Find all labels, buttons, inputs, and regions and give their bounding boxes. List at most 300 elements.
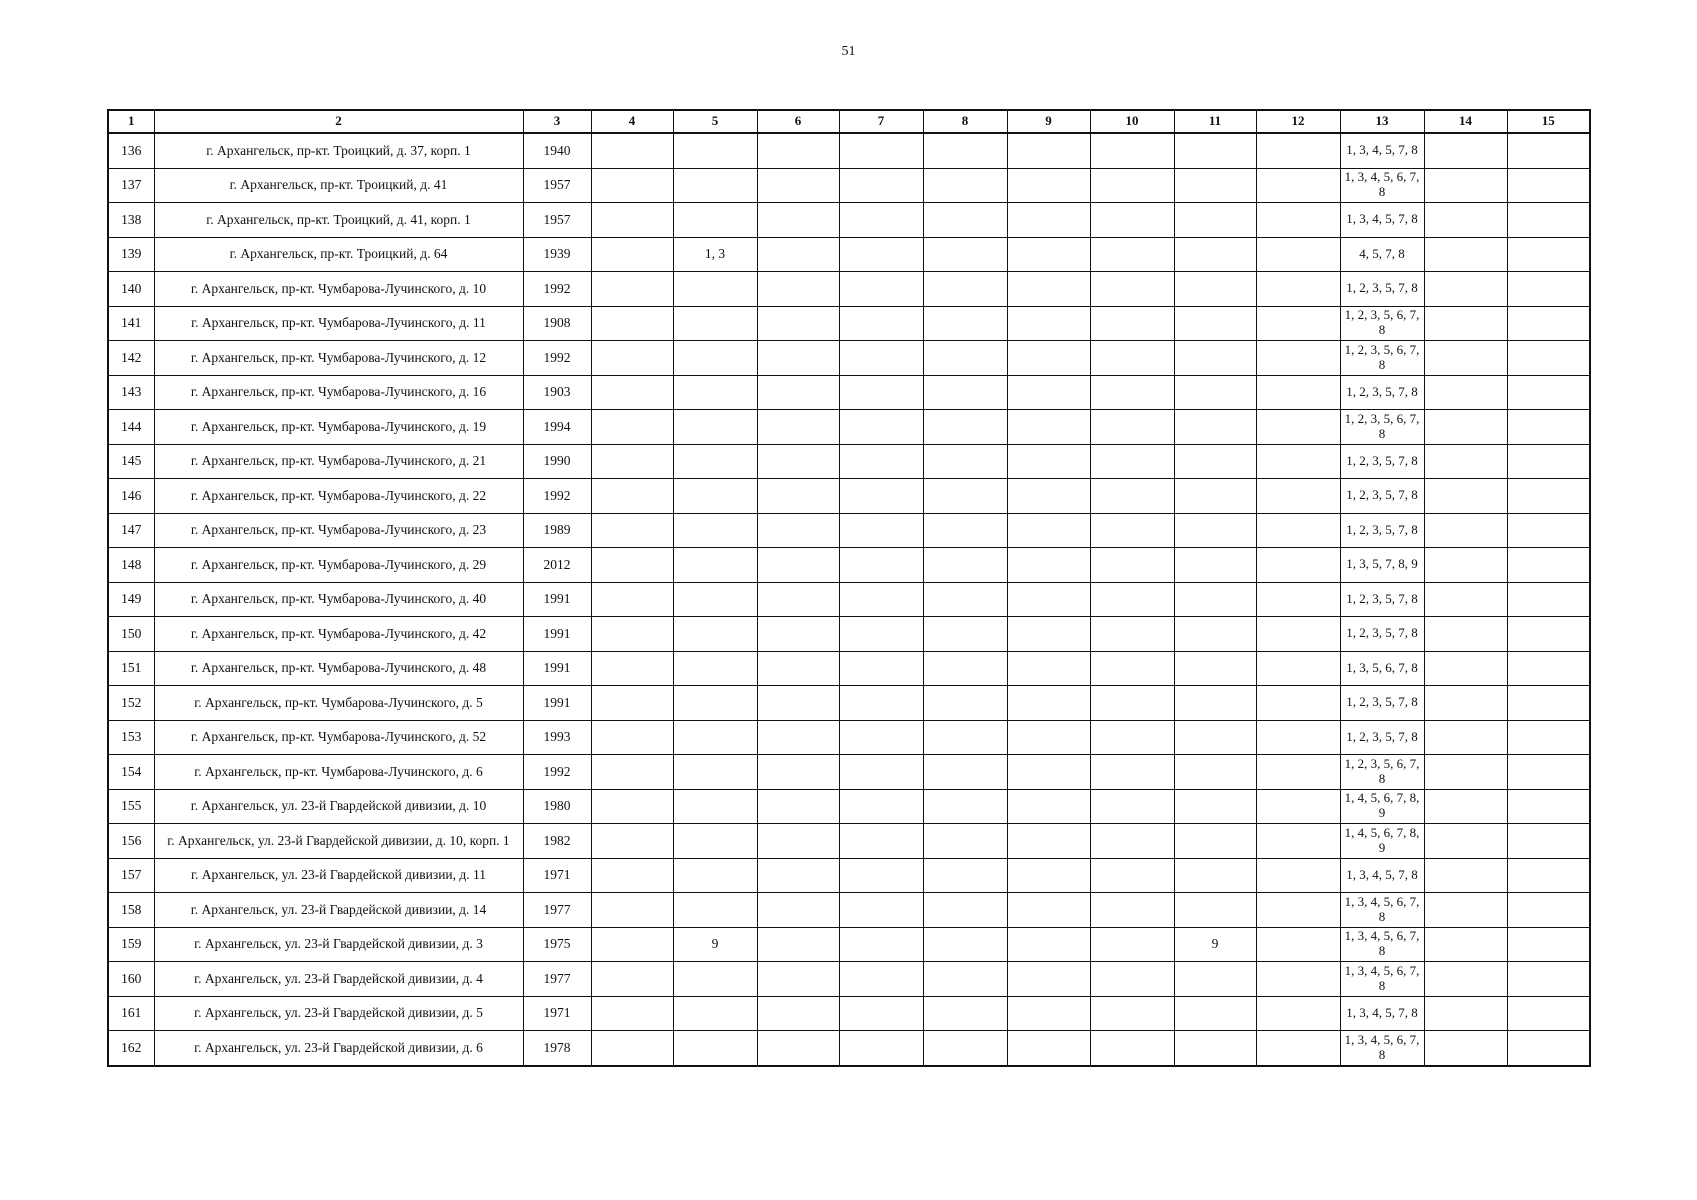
- table-cell-col-11: [1174, 203, 1256, 238]
- year-cell: 1903: [523, 375, 591, 410]
- table-cell-col-15: [1507, 824, 1590, 859]
- table-cell-col-4: [591, 617, 673, 652]
- table-cell-col-8: [923, 272, 1007, 307]
- table-cell-col-10: [1090, 824, 1174, 859]
- row-number-cell: 146: [108, 479, 154, 514]
- column-header-15: 15: [1507, 110, 1590, 133]
- table-cell-col-9: [1007, 375, 1090, 410]
- row-number-cell: 162: [108, 1031, 154, 1066]
- table-cell-col-11: [1174, 133, 1256, 168]
- table-cell-col-4: [591, 272, 673, 307]
- table-cell-col-6: [757, 720, 839, 755]
- table-cell-col-12: [1256, 1031, 1340, 1066]
- table-row: [108, 617, 1590, 652]
- table-cell-col-12: [1256, 755, 1340, 790]
- table-cell-col-12: [1256, 824, 1340, 859]
- row-number-cell: 144: [108, 410, 154, 445]
- table-cell-col-10: [1090, 927, 1174, 962]
- table-cell-col-4: [591, 237, 673, 272]
- row-number-cell: 152: [108, 686, 154, 721]
- table-cell-col-11: 9: [1174, 927, 1256, 962]
- table-cell-col-15: [1507, 410, 1590, 445]
- column-header-12: 12: [1256, 110, 1340, 133]
- codes-cell: 1, 2, 3, 5, 6, 7, 8: [1340, 341, 1424, 376]
- table-row: [108, 341, 1590, 376]
- table-cell-col-9: [1007, 720, 1090, 755]
- table-cell-col-14: [1424, 548, 1507, 583]
- table-cell-col-9: [1007, 996, 1090, 1031]
- table-row: [108, 893, 1590, 928]
- table-cell-col-4: [591, 927, 673, 962]
- row-number-cell: 158: [108, 893, 154, 928]
- table-cell-col-5: [673, 168, 757, 203]
- table-cell-col-15: [1507, 686, 1590, 721]
- table-cell-col-10: [1090, 341, 1174, 376]
- table-cell-col-14: [1424, 996, 1507, 1031]
- table-cell-col-5: [673, 272, 757, 307]
- table-cell-col-11: [1174, 479, 1256, 514]
- table-cell-col-5: [673, 755, 757, 790]
- codes-cell: 1, 2, 3, 5, 7, 8: [1340, 272, 1424, 307]
- row-number-cell: 138: [108, 203, 154, 238]
- table-cell-col-8: [923, 1031, 1007, 1066]
- address-cell: г. Архангельск, пр-кт. Чумбарова-Лучинского, д. 16: [154, 375, 523, 410]
- address-cell: г. Архангельск, пр-кт. Чумбарова-Лучинского, д. 42: [154, 617, 523, 652]
- table-row: [108, 513, 1590, 548]
- table-cell-col-14: [1424, 582, 1507, 617]
- table-cell-col-12: [1256, 651, 1340, 686]
- codes-cell: 1, 4, 5, 6, 7, 8, 9: [1340, 789, 1424, 824]
- table-cell-col-4: [591, 548, 673, 583]
- table-cell-col-6: [757, 375, 839, 410]
- table-cell-col-12: [1256, 513, 1340, 548]
- codes-cell: 1, 2, 3, 5, 6, 7, 8: [1340, 306, 1424, 341]
- table-cell-col-8: [923, 203, 1007, 238]
- year-cell: 1957: [523, 168, 591, 203]
- table-row: [108, 168, 1590, 203]
- year-cell: 1957: [523, 203, 591, 238]
- codes-cell: 1, 2, 3, 5, 7, 8: [1340, 617, 1424, 652]
- row-number-cell: 160: [108, 962, 154, 997]
- year-cell: 1939: [523, 237, 591, 272]
- address-cell: г. Архангельск, ул. 23-й Гвардейской дивизии, д. 10: [154, 789, 523, 824]
- address-cell: г. Архангельск, пр-кт. Чумбарова-Лучинского, д. 23: [154, 513, 523, 548]
- table-cell-col-4: [591, 341, 673, 376]
- table-cell-col-14: [1424, 617, 1507, 652]
- table-cell-col-4: [591, 375, 673, 410]
- table-cell-col-10: [1090, 375, 1174, 410]
- table-cell-col-14: [1424, 375, 1507, 410]
- table-row: [108, 444, 1590, 479]
- column-header-1: 1: [108, 110, 154, 133]
- table-cell-col-10: [1090, 1031, 1174, 1066]
- table-row: [108, 651, 1590, 686]
- table-cell-col-9: [1007, 755, 1090, 790]
- table-cell-col-7: [839, 341, 923, 376]
- table-cell-col-15: [1507, 755, 1590, 790]
- table-cell-col-10: [1090, 996, 1174, 1031]
- year-cell: 1982: [523, 824, 591, 859]
- address-cell: г. Архангельск, пр-кт. Чумбарова-Лучинского, д. 10: [154, 272, 523, 307]
- table-cell-col-8: [923, 582, 1007, 617]
- codes-cell: 1, 3, 5, 7, 8, 9: [1340, 548, 1424, 583]
- table-cell-col-7: [839, 617, 923, 652]
- table-row: [108, 133, 1590, 168]
- table-row: [108, 272, 1590, 307]
- year-cell: 1992: [523, 341, 591, 376]
- table-cell-col-14: [1424, 444, 1507, 479]
- table-cell-col-7: [839, 548, 923, 583]
- table-cell-col-15: [1507, 133, 1590, 168]
- row-number-cell: 140: [108, 272, 154, 307]
- table-cell-col-10: [1090, 582, 1174, 617]
- table-cell-col-9: [1007, 686, 1090, 721]
- table-cell-col-6: [757, 996, 839, 1031]
- table-cell-col-4: [591, 203, 673, 238]
- table-cell-col-6: [757, 444, 839, 479]
- table-cell-col-15: [1507, 893, 1590, 928]
- table-cell-col-11: [1174, 996, 1256, 1031]
- address-cell: г. Архангельск, ул. 23-й Гвардейской дивизии, д. 3: [154, 927, 523, 962]
- table-cell-col-8: [923, 341, 1007, 376]
- table-cell-col-10: [1090, 133, 1174, 168]
- table-cell-col-14: [1424, 755, 1507, 790]
- codes-cell: 1, 2, 3, 5, 7, 8: [1340, 375, 1424, 410]
- table-cell-col-5: [673, 410, 757, 445]
- table-cell-col-12: [1256, 617, 1340, 652]
- table-cell-col-8: [923, 686, 1007, 721]
- codes-cell: 1, 3, 4, 5, 6, 7, 8: [1340, 962, 1424, 997]
- table-cell-col-15: [1507, 617, 1590, 652]
- codes-cell: 1, 3, 4, 5, 7, 8: [1340, 133, 1424, 168]
- row-number-cell: 157: [108, 858, 154, 893]
- table-cell-col-5: [673, 548, 757, 583]
- address-cell: г. Архангельск, пр-кт. Чумбарова-Лучинского, д. 19: [154, 410, 523, 445]
- table-cell-col-7: [839, 789, 923, 824]
- table-cell-col-14: [1424, 824, 1507, 859]
- table-row: [108, 306, 1590, 341]
- table-cell-col-7: [839, 686, 923, 721]
- table-cell-col-5: [673, 341, 757, 376]
- year-cell: 1991: [523, 651, 591, 686]
- table-cell-col-12: [1256, 444, 1340, 479]
- table-cell-col-7: [839, 651, 923, 686]
- table-cell-col-5: [673, 444, 757, 479]
- table-cell-col-5: [673, 720, 757, 755]
- year-cell: 1975: [523, 927, 591, 962]
- table-cell-col-5: 9: [673, 927, 757, 962]
- row-number-cell: 137: [108, 168, 154, 203]
- table-cell-col-8: [923, 410, 1007, 445]
- table-cell-col-7: [839, 893, 923, 928]
- address-cell: г. Архангельск, пр-кт. Троицкий, д. 41, корп. 1: [154, 203, 523, 238]
- table-cell-col-7: [839, 133, 923, 168]
- row-number-cell: 154: [108, 755, 154, 790]
- table-cell-col-4: [591, 824, 673, 859]
- address-cell: г. Архангельск, ул. 23-й Гвардейской дивизии, д. 5: [154, 996, 523, 1031]
- year-cell: 1977: [523, 893, 591, 928]
- table-cell-col-9: [1007, 858, 1090, 893]
- codes-cell: 1, 3, 4, 5, 6, 7, 8: [1340, 927, 1424, 962]
- table-cell-col-8: [923, 617, 1007, 652]
- table-row: [108, 237, 1590, 272]
- table-cell-col-7: [839, 444, 923, 479]
- table-cell-col-4: [591, 133, 673, 168]
- table-cell-col-10: [1090, 548, 1174, 583]
- table-cell-col-6: [757, 306, 839, 341]
- table-cell-col-15: [1507, 962, 1590, 997]
- table-cell-col-15: [1507, 513, 1590, 548]
- table-cell-col-10: [1090, 617, 1174, 652]
- table-cell-col-11: [1174, 651, 1256, 686]
- table-cell-col-4: [591, 893, 673, 928]
- address-cell: г. Архангельск, пр-кт. Чумбарова-Лучинского, д. 12: [154, 341, 523, 376]
- table-cell-col-5: [673, 824, 757, 859]
- table-cell-col-8: [923, 548, 1007, 583]
- table-cell-col-7: [839, 513, 923, 548]
- table-cell-col-8: [923, 927, 1007, 962]
- table-cell-col-6: [757, 651, 839, 686]
- address-cell: г. Архангельск, пр-кт. Чумбарова-Лучинского, д. 48: [154, 651, 523, 686]
- table-cell-col-7: [839, 203, 923, 238]
- table-cell-col-5: [673, 651, 757, 686]
- table-cell-col-7: [839, 996, 923, 1031]
- address-cell: г. Архангельск, пр-кт. Чумбарова-Лучинского, д. 22: [154, 479, 523, 514]
- column-header-10: 10: [1090, 110, 1174, 133]
- table-row: [108, 479, 1590, 514]
- address-cell: г. Архангельск, пр-кт. Чумбарова-Лучинского, д. 21: [154, 444, 523, 479]
- table-cell-col-15: [1507, 375, 1590, 410]
- table-cell-col-10: [1090, 755, 1174, 790]
- table-cell-col-4: [591, 306, 673, 341]
- year-cell: 1989: [523, 513, 591, 548]
- table-cell-col-7: [839, 272, 923, 307]
- table-cell-col-6: [757, 203, 839, 238]
- row-number-cell: 150: [108, 617, 154, 652]
- table-row: [108, 720, 1590, 755]
- table-row: [108, 858, 1590, 893]
- table-cell-col-6: [757, 133, 839, 168]
- codes-cell: 1, 2, 3, 5, 7, 8: [1340, 686, 1424, 721]
- table-cell-col-8: [923, 893, 1007, 928]
- column-header-5: 5: [673, 110, 757, 133]
- table-cell-col-6: [757, 755, 839, 790]
- row-number-cell: 149: [108, 582, 154, 617]
- address-cell: г. Архангельск, ул. 23-й Гвардейской дивизии, д. 11: [154, 858, 523, 893]
- table-cell-col-11: [1174, 272, 1256, 307]
- table-cell-col-7: [839, 410, 923, 445]
- table-cell-col-6: [757, 237, 839, 272]
- table-cell-col-8: [923, 375, 1007, 410]
- table-cell-col-10: [1090, 306, 1174, 341]
- table-cell-col-7: [839, 306, 923, 341]
- table-cell-col-14: [1424, 479, 1507, 514]
- table-cell-col-5: [673, 479, 757, 514]
- table-cell-col-9: [1007, 272, 1090, 307]
- table-cell-col-6: [757, 927, 839, 962]
- table-cell-col-9: [1007, 306, 1090, 341]
- table-cell-col-11: [1174, 548, 1256, 583]
- table-cell-col-5: [673, 582, 757, 617]
- table-cell-col-10: [1090, 444, 1174, 479]
- codes-cell: 1, 2, 3, 5, 7, 8: [1340, 513, 1424, 548]
- row-number-cell: 147: [108, 513, 154, 548]
- table-cell-col-4: [591, 1031, 673, 1066]
- table-cell-col-12: [1256, 410, 1340, 445]
- table-cell-col-6: [757, 617, 839, 652]
- table-cell-col-9: [1007, 513, 1090, 548]
- table-cell-col-12: [1256, 168, 1340, 203]
- codes-cell: 1, 2, 3, 5, 7, 8: [1340, 479, 1424, 514]
- table-cell-col-9: [1007, 133, 1090, 168]
- table-cell-col-11: [1174, 962, 1256, 997]
- table-cell-col-9: [1007, 617, 1090, 652]
- table-row: [108, 203, 1590, 238]
- table-cell-col-15: [1507, 272, 1590, 307]
- column-header-11: 11: [1174, 110, 1256, 133]
- row-number-cell: 151: [108, 651, 154, 686]
- table-cell-col-6: [757, 962, 839, 997]
- table-cell-col-6: [757, 824, 839, 859]
- table-cell-col-4: [591, 686, 673, 721]
- table-cell-col-4: [591, 582, 673, 617]
- table-cell-col-10: [1090, 720, 1174, 755]
- table-cell-col-12: [1256, 306, 1340, 341]
- table-cell-col-14: [1424, 306, 1507, 341]
- table-cell-col-9: [1007, 237, 1090, 272]
- year-cell: 1991: [523, 686, 591, 721]
- table-cell-col-11: [1174, 686, 1256, 721]
- row-number-cell: 153: [108, 720, 154, 755]
- codes-cell: 1, 3, 4, 5, 7, 8: [1340, 996, 1424, 1031]
- table-cell-col-14: [1424, 927, 1507, 962]
- table-cell-col-9: [1007, 582, 1090, 617]
- table-cell-col-8: [923, 789, 1007, 824]
- table-cell-col-14: [1424, 858, 1507, 893]
- table-cell-col-10: [1090, 893, 1174, 928]
- table-cell-col-15: [1507, 444, 1590, 479]
- table-cell-col-7: [839, 582, 923, 617]
- table-cell-col-9: [1007, 789, 1090, 824]
- table-cell-col-8: [923, 858, 1007, 893]
- table-cell-col-12: [1256, 133, 1340, 168]
- address-cell: г. Архангельск, ул. 23-й Гвардейской дивизии, д. 10, корп. 1: [154, 824, 523, 859]
- table-cell-col-9: [1007, 203, 1090, 238]
- table-cell-col-14: [1424, 272, 1507, 307]
- year-cell: 1994: [523, 410, 591, 445]
- column-header-13: 13: [1340, 110, 1424, 133]
- address-cell: г. Архангельск, пр-кт. Чумбарова-Лучинского, д. 29: [154, 548, 523, 583]
- table-cell-col-4: [591, 858, 673, 893]
- table-cell-col-15: [1507, 479, 1590, 514]
- codes-cell: 1, 3, 4, 5, 6, 7, 8: [1340, 168, 1424, 203]
- table-cell-col-14: [1424, 513, 1507, 548]
- table-cell-col-9: [1007, 341, 1090, 376]
- table-cell-col-12: [1256, 203, 1340, 238]
- column-header-4: 4: [591, 110, 673, 133]
- table-cell-col-12: [1256, 858, 1340, 893]
- table-row: [108, 375, 1590, 410]
- table-cell-col-15: [1507, 651, 1590, 686]
- table-cell-col-11: [1174, 582, 1256, 617]
- table-cell-col-14: [1424, 1031, 1507, 1066]
- table-cell-col-8: [923, 996, 1007, 1031]
- table-cell-col-5: [673, 617, 757, 652]
- year-cell: 1980: [523, 789, 591, 824]
- row-number-cell: 142: [108, 341, 154, 376]
- table-cell-col-5: [673, 133, 757, 168]
- table-cell-col-6: [757, 686, 839, 721]
- codes-cell: 1, 4, 5, 6, 7, 8, 9: [1340, 824, 1424, 859]
- table-cell-col-15: [1507, 582, 1590, 617]
- row-number-cell: 159: [108, 927, 154, 962]
- address-cell: г. Архангельск, пр-кт. Троицкий, д. 41: [154, 168, 523, 203]
- address-cell: г. Архангельск, ул. 23-й Гвардейской дивизии, д. 6: [154, 1031, 523, 1066]
- table-cell-col-4: [591, 755, 673, 790]
- table-cell-col-7: [839, 962, 923, 997]
- address-cell: г. Архангельск, ул. 23-й Гвардейской дивизии, д. 14: [154, 893, 523, 928]
- table-cell-col-12: [1256, 996, 1340, 1031]
- address-cell: г. Архангельск, пр-кт. Чумбарова-Лучинского, д. 5: [154, 686, 523, 721]
- table-cell-col-10: [1090, 237, 1174, 272]
- table-cell-col-9: [1007, 893, 1090, 928]
- housing-register-table: [107, 109, 1591, 1067]
- table-cell-col-7: [839, 824, 923, 859]
- table-cell-col-6: [757, 168, 839, 203]
- address-cell: г. Архангельск, пр-кт. Чумбарова-Лучинского, д. 11: [154, 306, 523, 341]
- codes-cell: 1, 3, 4, 5, 7, 8: [1340, 203, 1424, 238]
- table-cell-col-11: [1174, 444, 1256, 479]
- table-cell-col-15: [1507, 858, 1590, 893]
- year-cell: 1992: [523, 272, 591, 307]
- table-cell-col-11: [1174, 410, 1256, 445]
- table-cell-col-14: [1424, 962, 1507, 997]
- table-cell-col-6: [757, 513, 839, 548]
- table-cell-col-5: [673, 375, 757, 410]
- table-cell-col-7: [839, 720, 923, 755]
- table-cell-col-14: [1424, 237, 1507, 272]
- table-header-row: [108, 110, 1590, 133]
- table-cell-col-9: [1007, 1031, 1090, 1066]
- table-cell-col-11: [1174, 375, 1256, 410]
- table-cell-col-4: [591, 789, 673, 824]
- table-cell-col-5: [673, 858, 757, 893]
- table-cell-col-8: [923, 444, 1007, 479]
- year-cell: 1991: [523, 582, 591, 617]
- table-cell-col-6: [757, 341, 839, 376]
- table-cell-col-15: [1507, 548, 1590, 583]
- table-row: [108, 962, 1590, 997]
- table-cell-col-5: [673, 893, 757, 928]
- table-cell-col-15: [1507, 789, 1590, 824]
- row-number-cell: 136: [108, 133, 154, 168]
- table-cell-col-10: [1090, 479, 1174, 514]
- table-cell-col-5: [673, 203, 757, 238]
- table-cell-col-9: [1007, 927, 1090, 962]
- table-cell-col-15: [1507, 237, 1590, 272]
- year-cell: 1977: [523, 962, 591, 997]
- column-header-9: 9: [1007, 110, 1090, 133]
- table-cell-col-14: [1424, 168, 1507, 203]
- table-cell-col-4: [591, 410, 673, 445]
- table-cell-col-11: [1174, 1031, 1256, 1066]
- table-cell-col-5: [673, 996, 757, 1031]
- table-cell-col-4: [591, 720, 673, 755]
- address-cell: г. Архангельск, пр-кт. Чумбарова-Лучинского, д. 6: [154, 755, 523, 790]
- year-cell: 1991: [523, 617, 591, 652]
- address-cell: г. Архангельск, пр-кт. Чумбарова-Лучинского, д. 52: [154, 720, 523, 755]
- table-cell-col-8: [923, 513, 1007, 548]
